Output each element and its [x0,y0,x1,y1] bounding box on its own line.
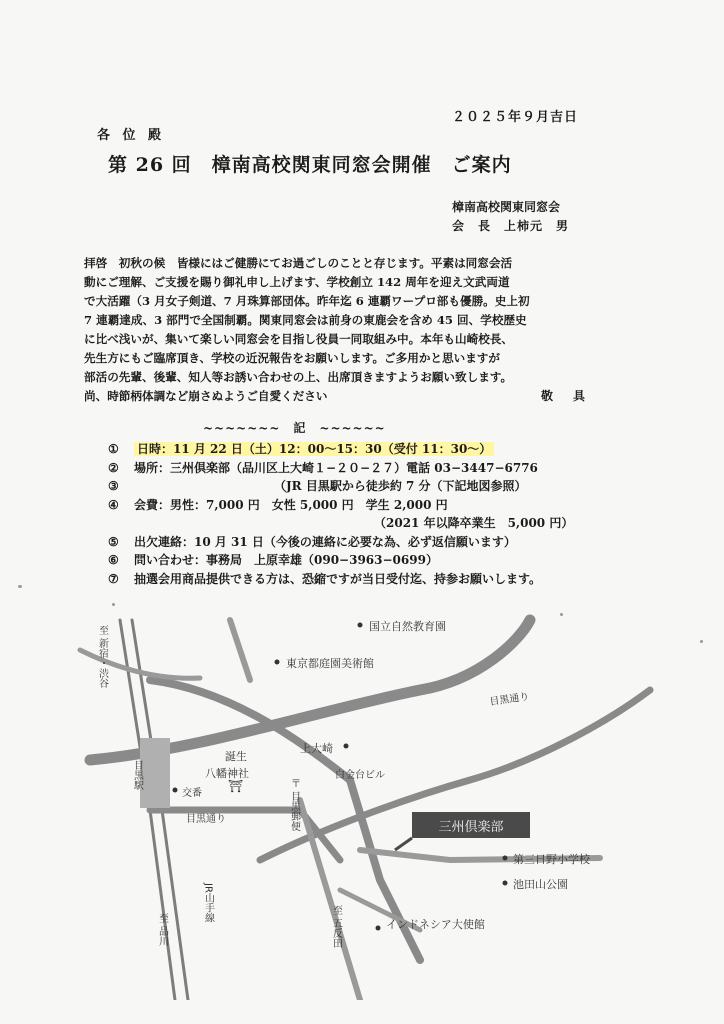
body-line: 拝啓 初秋の候 皆様にはご健勝にてお過ごしのことと存じます。平素は同窓会活 [84,256,513,270]
list-item [108,570,573,589]
station-block [140,738,170,808]
organization-name: 樟南高校関東同窓会 [452,200,561,214]
scan-speck [700,640,703,643]
label-street: 目黒通り [488,691,531,708]
marker-dot [503,856,508,861]
item-text: 抽選会用商品提供できる方は、恐縮ですが当日受付迄、持参お願いします。 [134,571,542,586]
item-number: ⑥ [108,553,119,567]
venue-label: 三州倶楽部 [438,820,504,835]
label-street2: 目黒通り [186,814,226,825]
details-heading: ~~~~~~~ 記 ~~~~~~ [203,421,386,435]
item-text: 日時：11 月 22 日（土）12：00～15：30（受付 11：30～） [134,442,494,456]
issue-date: ２０２５年９月吉日 [452,110,579,125]
item-number: ① [108,442,119,456]
scan-speck [18,585,22,588]
closing-phrase: 敬 具 [541,389,590,403]
list-item [108,477,573,496]
body-line: 7 連覇達成、3 部門で全国制覇。関東同窓会は前身の東鹿会を含め 45 回、学校歴史 [84,313,527,327]
label-gotanda: 至 五反田 [330,905,342,949]
list-item [108,533,573,552]
body-line: で大活躍（3 月女子剣道、7 月珠算部団体。昨年迄 6 連覇ワープロ部も優勝。史上初 [84,294,530,308]
body-line: 部活の先輩、後輩、知人等お誘い合わせの上、出席頂きますようお願い致します。 [84,370,513,384]
president-name: 会 長 上柿元 男 [452,219,570,233]
marker-dot [275,660,280,665]
marker-dot [376,926,381,931]
letter-body [84,254,604,406]
marker-dot [173,788,178,793]
item-number: ⑤ [108,534,119,549]
venue-pointer [395,838,412,850]
label-koban: 交番 [182,788,202,799]
body-line: 動にご理解、ご支援を賜り御礼申し上げます、学校創立 142 周年を迎え文武両道 [84,275,510,289]
label-art-museum: 東京都庭園美術館 [286,657,374,670]
list-item [108,496,573,515]
addressee: 各 位 殿 [97,128,166,143]
label-embassy: インドネシア大使館 [386,918,485,931]
scan-speck [560,613,563,616]
label-school: 第三日野小学校 [513,853,590,866]
marker-dot [503,881,508,886]
label-building: 白金台ビル [335,770,385,781]
item-text: （2021 年以降卒業生 5,000 円） [374,516,574,530]
label-shrine2: 八幡神社 [205,767,249,780]
item-number: ③ [108,479,119,493]
scan-speck [112,603,115,606]
details-list [108,440,573,588]
label-station: 目黒駅 [131,760,143,790]
label-post: 〒 目黒郵便 [288,778,300,832]
body-line: に比べ浅いが、集いて楽しい同窓会を目指し役員一同取組み中。本年も山崎校長、 [84,332,513,346]
label-shrine: 誕生 [225,750,247,763]
label-to-shinagawa: 至 品川 [156,913,168,947]
list-item [108,440,573,459]
page-title: 第 26 回 樟南高校関東同窓会開催 ご案内 [108,154,512,176]
item-text: 会費：男性：7,000 円 女性 5,000 円 学生 2,000 円 [134,497,448,512]
item-number: ② [108,460,119,475]
item-text: 問い合わせ：事務局 上原幸雄（090−3963−0699） [134,553,438,567]
body-line: 先生方にもご臨席頂き、学校の近況報告をお願いします。ご多用かと思いますが [84,351,500,365]
road-north [230,620,250,680]
item-text: （JR 目黒駅から徒歩約 7 分（下記地図参照） [274,479,527,493]
marker-dot [344,744,349,749]
list-item [108,459,573,478]
label-nature-museum: 国立自然教育園 [369,620,446,633]
location-map [0,600,724,1000]
shrine-icon: ⛩ [228,779,244,793]
body-line: 尚、時節柄体調など崩さぬようご自愛ください [84,389,328,403]
marker-dot [358,623,363,628]
label-kamiosaki: 上大崎 [300,742,333,755]
list-item [108,514,573,533]
list-item [108,551,573,570]
item-text: 場所：三州倶楽部（品川区上大崎１−２０−２７）電話 03−3447−6776 [134,460,538,475]
item-number: ⑦ [108,571,119,586]
label-park: 池田山公園 [513,878,568,891]
item-number: ④ [108,497,119,512]
label-to-shinjuku: 至 新宿・渋谷 [96,625,108,689]
item-text: 出欠連絡：10 月 31 日（今後の連絡に必要な為、必ず返信願います） [134,534,516,549]
label-rail-line: JR山手線 [202,883,214,923]
